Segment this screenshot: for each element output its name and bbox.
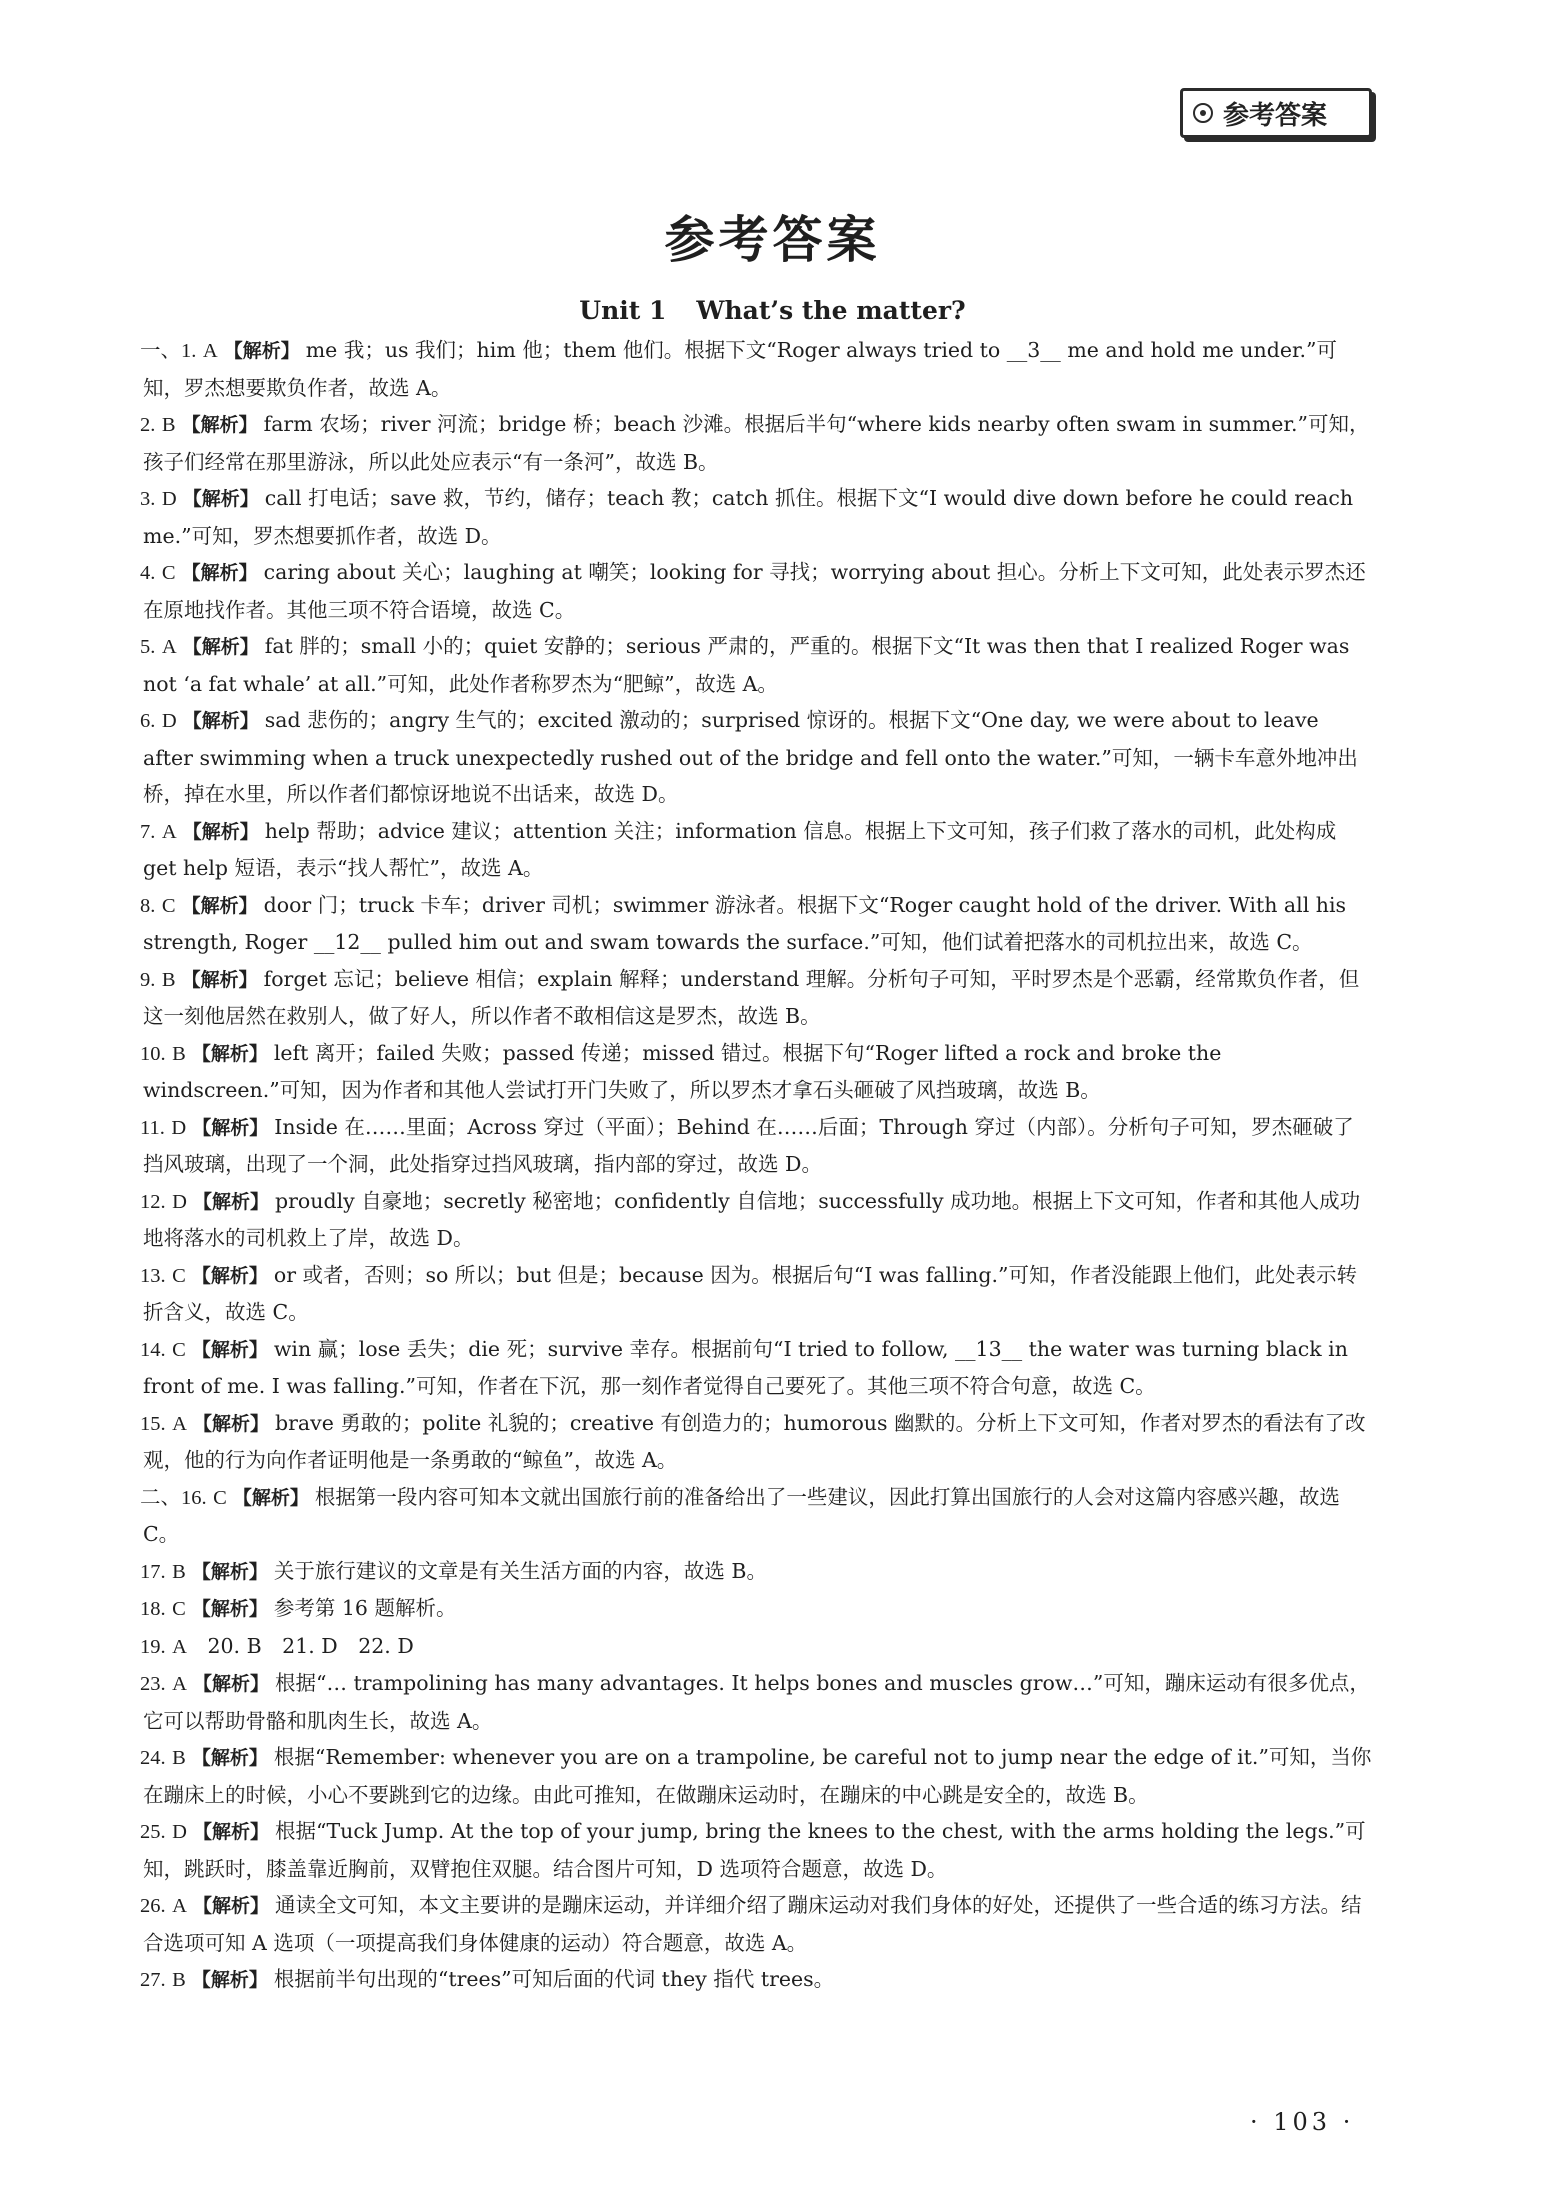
analysis-tag: 【解析】: [182, 636, 259, 658]
answer-item: [140, 1628, 1372, 1666]
analysis-text: 20. B 21. D 22. D: [207, 1633, 414, 1658]
answer-item: [140, 702, 1372, 813]
question-number: 6.: [140, 710, 156, 732]
answer-letter: A: [172, 1635, 187, 1658]
analysis-tag: 【解析】: [181, 414, 258, 436]
answer-item: [140, 1961, 1372, 1999]
analysis-text: 根据“… trampolining has many advantages. It helps bones and muscles grow…”可知，蹦床运动有很多优点，它可以帮助骨骼和肌肉生长，故选 A。: [143, 1671, 1370, 1733]
answer-letter: A: [202, 340, 218, 362]
analysis-tag: 【解析】: [192, 1190, 269, 1213]
question-number: 26.: [140, 1895, 166, 1917]
answer-item: [140, 1887, 1372, 1961]
analysis-text: sad 悲伤的；angry 生气的；excited 激动的；surprised 惊讶的。根据下文“One day, we were about to leave after swimming when a truck unexpectedly rushed out of the bridge and fell onto the water.”可知，一辆卡车意外地冲出桥，掉在水里，所以作者们都惊讶地说不出话来，故选 D。: [143, 708, 1358, 806]
answer-letter: B: [172, 1042, 186, 1065]
analysis-text: brave 勇敢的；polite 礼貌的；creative 有创造力的；humorous 幽默的。分析上下文可知，作者对罗杰的看法有了改观，他的行为向作者证明他是一条勇敢的“鲸鱼”，故选 A。: [143, 1410, 1366, 1472]
answer-item: [140, 1590, 1372, 1628]
analysis-text: 根据“Tuck Jump. At the top of your jump, bring the knees to the chest, with the arms holding the legs.”可知，跳跃时，膝盖靠近胸前，双臂抱住双腿。结合图片可知，D 选项符合题意，故选 D。: [143, 1819, 1366, 1881]
question-number: 25.: [140, 1821, 166, 1843]
analysis-text: me 我；us 我们；him 他；them 他们。根据下文“Roger always tried to __3__ me and hold me under.”可知，罗杰想要欺负作者，故选 A。: [143, 338, 1337, 400]
analysis-text: or 或者，否则；so 所以；but 但是；because 因为。根据后句“I was falling.”可知，作者没能跟上他们，此处表示转折含义，故选 C。: [143, 1262, 1358, 1324]
analysis-text: fat 胖的；small 小的；quiet 安静的；serious 严肃的，严重的。根据下文“It was then that I realized Roger was not ‘a fat whale’ at all.”可知，此处作者称罗杰为“肥鲸”，故选 A。: [143, 634, 1350, 696]
analysis-tag: 【解析】: [182, 488, 259, 510]
answer-letter: A: [161, 636, 177, 658]
answer-item: [140, 1035, 1372, 1109]
analysis-text: win 赢；lose 丢失；die 死；survive 幸存。根据前句“I tried to follow, __13__ the water was turning black in front of me. I was falling.”可知，作者在下沉，那一刻作者觉得自己要死了。其他三项不符合句意，故选 C。: [143, 1336, 1348, 1398]
analysis-text: call 打电话；save 救，节约，储存；teach 教；catch 抓住。根据下文“I would dive down before he could reach me.”可知，罗杰想要抓作者，故选 D。: [143, 486, 1354, 548]
answer-item: [140, 1331, 1372, 1405]
answer-item: [140, 1813, 1372, 1887]
unit-number: Unit 1: [579, 296, 667, 325]
answer-letter: B: [161, 414, 176, 436]
answer-item: [140, 813, 1372, 887]
analysis-tag: 【解析】: [191, 1747, 268, 1769]
answer-letter: A: [172, 1412, 187, 1435]
answer-letter: A: [172, 1895, 187, 1917]
analysis-tag: 【解析】: [191, 1264, 268, 1287]
answer-letter: C: [172, 1264, 186, 1287]
answer-item: [140, 1553, 1372, 1591]
answer-list: [140, 332, 1372, 1999]
analysis-text: door 门；truck 卡车；driver 司机；swimmer 游泳者。根据下文“Roger caught hold of the driver. With all his strength, Roger __12__ pulled him out and swam towards the surface.”可知，他们试着把落水的司机拉出来，故选 C。: [143, 892, 1347, 954]
answer-letter: B: [161, 968, 176, 991]
answer-item: [140, 1479, 1372, 1553]
question-number: 14.: [140, 1338, 166, 1361]
question-number: 24.: [140, 1747, 166, 1769]
unit-title: [0, 296, 1545, 325]
analysis-tag: 【解析】: [191, 1969, 268, 1991]
question-number: 8.: [140, 894, 156, 917]
answer-item: [140, 332, 1372, 406]
answer-letter: D: [171, 1116, 187, 1139]
answer-item: [140, 480, 1372, 554]
answer-letter: A: [172, 1673, 187, 1695]
analysis-tag: 【解析】: [192, 1116, 269, 1139]
analysis-tag: 【解析】: [192, 1895, 269, 1917]
answer-item: [140, 1739, 1372, 1813]
analysis-tag: 【解析】: [181, 562, 258, 584]
answer-letter: D: [172, 1821, 187, 1843]
question-number: 27.: [140, 1969, 166, 1991]
question-number: 3.: [140, 488, 156, 510]
answer-letter: A: [161, 820, 177, 843]
analysis-text: farm 农场；river 河流；bridge 桥；beach 沙滩。根据后半句“where kids nearby often swam in summer.”可知，孩子们经常在那里游泳，所以此处应表示“有一条河”，故选 B。: [143, 412, 1370, 474]
question-number: 10.: [140, 1042, 166, 1065]
analysis-tag: 【解析】: [191, 1042, 268, 1065]
answer-item: [140, 1183, 1372, 1257]
analysis-text: proudly 自豪地；secretly 秘密地；confidently 自信地；successfully 成功地。根据上下文可知，作者和其他人成功地将落水的司机救上了岸，故选 D。: [143, 1188, 1361, 1250]
answer-letter: D: [161, 710, 177, 732]
analysis-tag: 【解析】: [182, 710, 259, 732]
analysis-tag: 【解析】: [191, 1338, 268, 1361]
analysis-tag: 【解析】: [223, 340, 300, 362]
analysis-tag: 【解析】: [181, 894, 258, 917]
header-tab-label: 参考答案: [1223, 100, 1328, 131]
question-number: 19.: [140, 1635, 166, 1658]
analysis-text: Inside 在……里面；Across 穿过（平面）；Behind 在……后面；Through 穿过（内部）。分析句子可知，罗杰砸破了挡风玻璃，出现了一个洞，此处指穿过挡风玻璃，指内部的穿过，故选 D。: [143, 1114, 1354, 1176]
analysis-tag: 【解析】: [192, 1412, 269, 1435]
analysis-tag: 【解析】: [191, 1598, 268, 1620]
question-number: 12.: [140, 1190, 166, 1213]
answer-item: [140, 1405, 1372, 1479]
analysis-text: 根据前半句出现的“trees”可知后面的代词 they 指代 trees。: [273, 1967, 835, 1991]
unit-name: What’s the matter?: [696, 296, 966, 325]
question-number: 17.: [140, 1560, 166, 1583]
answer-letter: C: [161, 894, 176, 917]
answer-item: [140, 1257, 1372, 1331]
question-number: 9.: [140, 968, 156, 991]
analysis-text: 关于旅行建议的文章是有关生活方面的内容，故选 B。: [273, 1558, 767, 1583]
answer-letter: D: [172, 1190, 187, 1213]
question-number: 13.: [140, 1264, 166, 1287]
analysis-text: 根据第一段内容可知本文就出国旅行前的准备给出了一些建议，因此打算出国旅行的人会对这篇内容感兴趣，故选 C。: [143, 1484, 1340, 1546]
answer-item: [140, 406, 1372, 480]
answer-item: [140, 961, 1372, 1035]
analysis-text: 通读全文可知，本文主要讲的是蹦床运动，并详细介绍了蹦床运动对我们身体的好处，还提供了一些合适的练习方法。结合选项可知 A 选项（一项提高我们身体健康的运动）符合题意，故选 A。: [143, 1893, 1362, 1955]
question-number: 一、1.: [140, 340, 197, 362]
answer-letter: C: [213, 1486, 227, 1509]
question-number: 18.: [140, 1598, 166, 1620]
analysis-tag: 【解析】: [192, 1673, 269, 1695]
answer-letter: B: [172, 1560, 186, 1583]
question-number: 5.: [140, 636, 156, 658]
question-number: 二、16.: [140, 1486, 207, 1509]
section-header-tab: [1180, 88, 1372, 138]
question-number: 2.: [140, 414, 156, 436]
answer-item: [140, 554, 1372, 628]
analysis-tag: 【解析】: [232, 1486, 309, 1509]
page-title: 参考答案: [664, 211, 881, 269]
analysis-tag: 【解析】: [181, 968, 258, 991]
bullet-icon: [1193, 103, 1213, 123]
page-number: · 103 ·: [1250, 2108, 1355, 2136]
question-number: 4.: [140, 562, 156, 584]
analysis-tag: 【解析】: [182, 820, 259, 843]
question-number: 7.: [140, 820, 156, 843]
answer-item: [140, 628, 1372, 702]
answer-letter: C: [161, 562, 176, 584]
answer-letter: C: [172, 1338, 186, 1361]
analysis-text: help 帮助；advice 建议；attention 关注；information 信息。根据上下文可知，孩子们救了落水的司机，此处构成 get help 短语，表示“找人帮忙”，故选 A。: [143, 818, 1337, 880]
analysis-text: 参考第 16 题解析。: [273, 1596, 457, 1620]
answer-item: [140, 1665, 1372, 1739]
answer-item: [140, 1109, 1372, 1183]
answer-letter: B: [172, 1969, 186, 1991]
analysis-text: forget 忘记；believe 相信；explain 解释；understand 理解。分析句子可知，平时罗杰是个恶霸，经常欺负作者，但这一刻他居然在救别人，做了好人，所以作者不敢相信这是罗杰，故选 B。: [143, 966, 1360, 1028]
answer-item: [140, 887, 1372, 961]
question-number: 11.: [140, 1116, 165, 1139]
analysis-text: 根据“Remember: whenever you are on a trampoline, be careful not to jump near the edge of it.”可知，当你在蹦床上的时候，小心不要跳到它的边缘。由此可推知，在做蹦床运动时，在蹦床的中心跳是安全的，故选 B。: [143, 1745, 1372, 1807]
question-number: 15.: [140, 1412, 166, 1435]
answer-letter: D: [161, 488, 177, 510]
analysis-tag: 【解析】: [192, 1821, 269, 1843]
analysis-tag: 【解析】: [191, 1560, 268, 1583]
analysis-text: left 离开；failed 失败；passed 传递；missed 错过。根据下句“Roger lifted a rock and broke the windscreen.”可知，因为作者和其他人尝试打开门失败了，所以罗杰才拿石头砸破了风挡玻璃，故选 B。: [143, 1040, 1222, 1102]
analysis-text: caring about 关心；laughing at 嘲笑；looking for 寻找；worrying about 担心。分析上下文可知，此处表示罗杰还在原地找作者。其他三项不符合语境，故选 C。: [143, 560, 1366, 622]
answer-letter: B: [172, 1747, 186, 1769]
answer-letter: C: [172, 1598, 186, 1620]
question-number: 23.: [140, 1673, 166, 1695]
